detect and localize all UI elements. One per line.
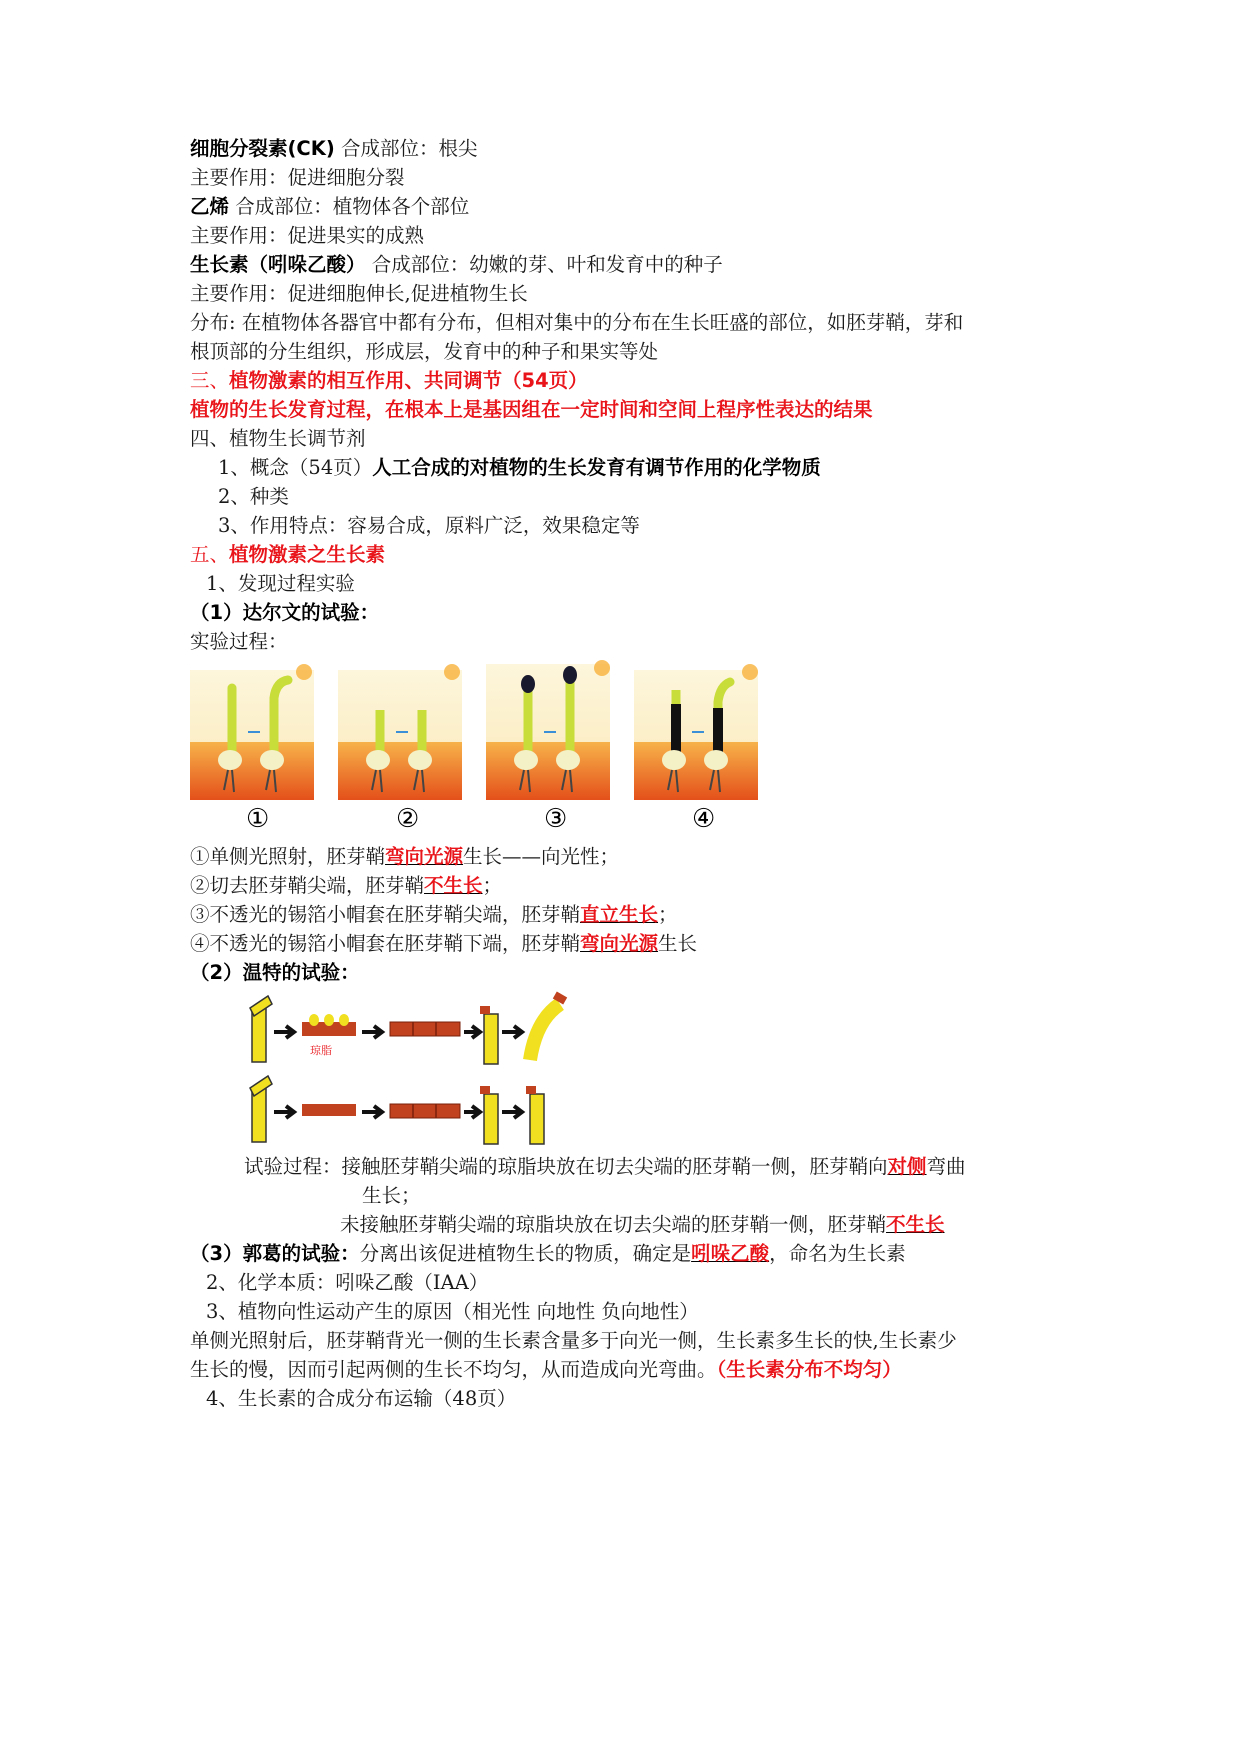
- went-process-2: 未接触胚芽鞘尖端的琼脂块放在切去尖端的胚芽鞘一侧，胚芽鞘不生长: [340, 1213, 945, 1236]
- auxin-line: 生长素（吲哚乙酸） 合成部位：幼嫩的芽、叶和发育中的种子: [190, 253, 723, 276]
- darwin-result-3: ③不透光的锡箔小帽套在胚芽鞘尖端，胚芽鞘直立生长；: [190, 903, 678, 926]
- went-process-1: 试验过程：接触胚芽鞘尖端的琼脂块放在切去尖端的胚芽鞘一侧，胚芽鞘向对侧弯曲: [244, 1155, 966, 1178]
- tropism-cause-line: 3、植物向性运动产生的原因（相光性 向地性 负向地性）: [206, 1300, 699, 1323]
- darwin-result-4: ④不透光的锡箔小帽套在胚芽鞘下端，胚芽鞘弯向光源生长: [190, 932, 698, 955]
- agar-label: 琼脂: [310, 1044, 332, 1057]
- ck-function: 主要作用：促进细胞分裂: [190, 166, 405, 189]
- types-line: 2、种类: [218, 485, 289, 508]
- auxin-function: 主要作用：促进细胞伸长,促进植物生长: [190, 282, 528, 305]
- kogl-line: （3）郭葛的试验：分离出该促进植物生长的物质，确定是吲哚乙酸，命名为生长素: [190, 1242, 906, 1265]
- discovery-line: 1、发现过程实验: [206, 572, 355, 595]
- went-process-1-cont: 生长；: [362, 1184, 421, 1207]
- darwin-label-2: ②: [396, 804, 420, 834]
- auxin-distribution-1: 分布: 在植物体各器官中都有分布，但相对集中的分布在生长旺盛的部位，如胚芽鞘，芽和: [190, 311, 964, 334]
- features-line: 3、作用特点：容易合成，原料广泛，效果稳定等: [218, 514, 640, 537]
- chemical-nature-line: 2、化学本质：吲哚乙酸（IAA）: [206, 1271, 489, 1294]
- ck-line: 细胞分裂素(CK) 合成部位：根尖: [190, 137, 478, 160]
- darwin-panel-3: [486, 660, 610, 800]
- darwin-panel-4: [634, 664, 758, 800]
- darwin-label-1: ①: [246, 804, 270, 834]
- darwin-result-2: ②切去胚芽鞘尖端，胚芽鞘不生长；: [190, 874, 503, 897]
- went-heading: （2）温特的试验：: [190, 961, 360, 984]
- went-row-2: [250, 1076, 544, 1144]
- concept-line: 1、概念（54页）人工合成的对植物的生长发育有调节作用的化学物质: [218, 456, 821, 479]
- auxin-distribution-2: 根顶部的分生组织，形成层，发育中的种子和果实等处: [190, 340, 659, 363]
- darwin-experiment-figure: [190, 660, 770, 840]
- tropism-explanation-1: 单侧光照射后，胚芽鞘背光一侧的生长素含量多于向光一侧，生长素多生长的快,生长素少: [190, 1329, 957, 1352]
- darwin-panel-1: [190, 664, 314, 800]
- darwin-heading: （1）达尔文的试验：: [190, 601, 380, 624]
- tropism-explanation-2: 生长的慢，因而引起两侧的生长不均匀，从而造成向光弯曲。（生长素分布不均匀）: [190, 1358, 902, 1381]
- ethylene-function: 主要作用：促进果实的成熟: [190, 224, 425, 247]
- darwin-label-4: ④: [692, 804, 716, 834]
- darwin-process-label: 实验过程：: [190, 630, 288, 653]
- went-experiment-figure: [240, 990, 630, 1150]
- section-3-heading: 三、植物激素的相互作用、共同调节（54页）: [190, 369, 588, 392]
- section-3-statement: 植物的生长发育过程，在根本上是基因组在一定时间和空间上程序性表达的结果: [190, 398, 873, 421]
- section-4-heading: 四、植物生长调节剂: [190, 427, 366, 450]
- synthesis-transport-line: 4、生长素的合成分布运输（48页）: [206, 1387, 517, 1410]
- darwin-panel-2: [338, 664, 462, 800]
- darwin-label-3: ③: [544, 804, 568, 834]
- ethylene-line: 乙烯 合成部位：植物体各个部位: [190, 195, 470, 218]
- went-row-1: [250, 992, 567, 1064]
- section-5-heading: 五、植物激素之生长素: [190, 543, 386, 566]
- darwin-result-1: ①单侧光照射，胚芽鞘弯向光源生长——向光性；: [190, 845, 620, 868]
